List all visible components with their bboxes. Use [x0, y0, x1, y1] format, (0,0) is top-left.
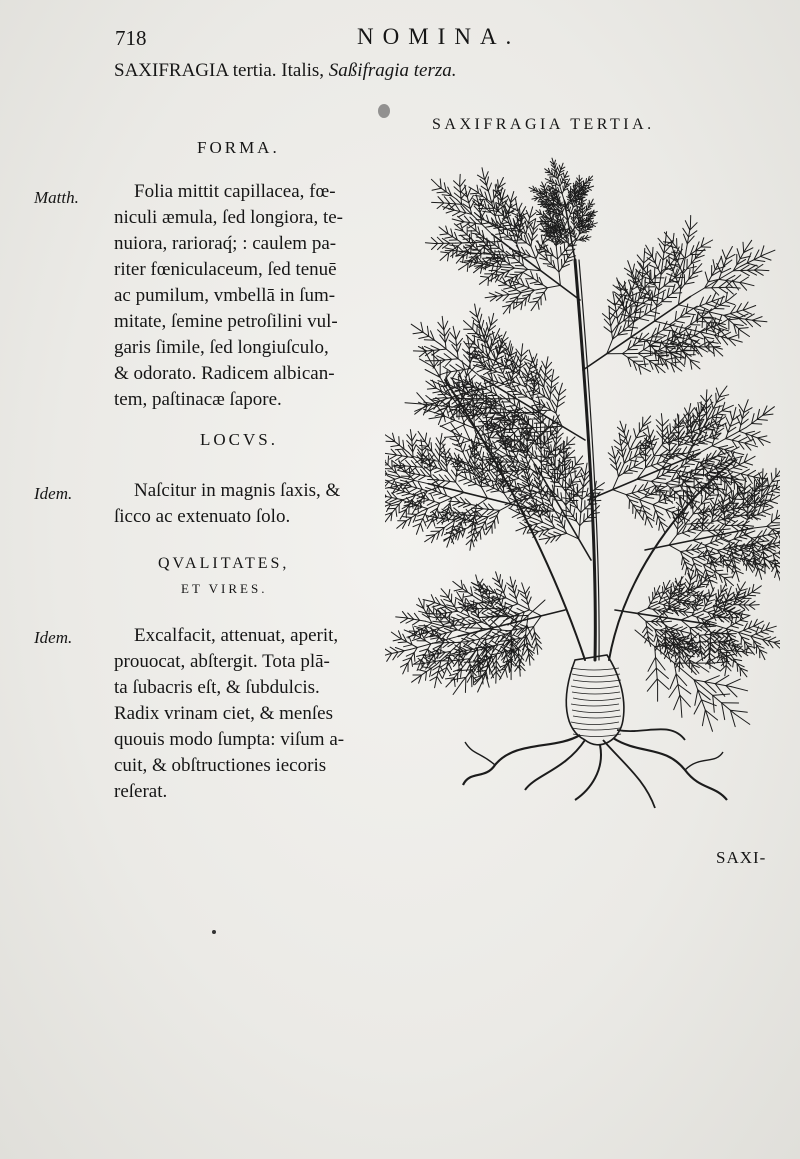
section-heading-forma: FORMA. [197, 138, 280, 157]
text-line: cuit, & obſtructiones iecoris [114, 755, 327, 776]
illustration-caption: SAXIFRAGIA TERTIA. [432, 116, 655, 133]
margin-label-idem: Idem. [34, 484, 73, 503]
text-line: niculi æmula, ſed longiora, te- [114, 207, 344, 228]
ink-dot [212, 930, 216, 934]
ink-spot [378, 104, 390, 118]
text-line: riter fœniculaceum, ſed tenuē [114, 259, 337, 280]
section-heading-locus: LOCVS. [200, 430, 278, 449]
text-line: quouis modo ſumpta: viſum a- [114, 729, 345, 750]
plant-name-subtitle: SAXIFRAGIA tertia. Italis, Saßifragia terza. [114, 60, 457, 81]
text-line: mitate, ſemine petroſilini vul- [114, 311, 338, 332]
margin-label-idem: Idem. [34, 628, 73, 647]
text-line: Naſcitur in magnis ſaxis, & [134, 480, 341, 501]
text-line: Radix vrinam ciet, & menſes [114, 703, 333, 724]
text-line: Excalfacit, attenuat, aperit, [134, 625, 339, 646]
text-line: ac pumilum, vmbellā in ſum- [114, 285, 336, 306]
text-line: tem, paſtinacæ ſapore. [114, 389, 282, 410]
section-subheading-vires: ET VIRES. [181, 581, 268, 596]
text-line: ta ſubacris eſt, & ſubdulcis. [114, 677, 320, 698]
section-heading-qualitates: QVALITATES, [158, 555, 290, 572]
text-line: Folia mittit capillacea, fœ- [134, 181, 336, 202]
catchword: SAXI- [716, 848, 767, 867]
running-title: NOMINA. [357, 24, 521, 49]
page-number: 718 [115, 26, 147, 50]
saxifrage-plant-icon [385, 140, 780, 820]
margin-label-matth: Matth. [34, 188, 79, 207]
text-line: reſerat. [114, 781, 168, 802]
bleed-through-text [280, 798, 284, 815]
text-line: ſicco ac extenuato ſolo. [114, 506, 291, 527]
text-line: & odorato. Radicem albican- [114, 363, 335, 384]
text-line: nuiora, rarioraq́; : caulem pa- [114, 233, 337, 254]
text-line: prouocat, abſtergit. Tota plā- [114, 651, 330, 672]
text-line: garis ſimile, ſed longiuſculo, [114, 337, 329, 358]
